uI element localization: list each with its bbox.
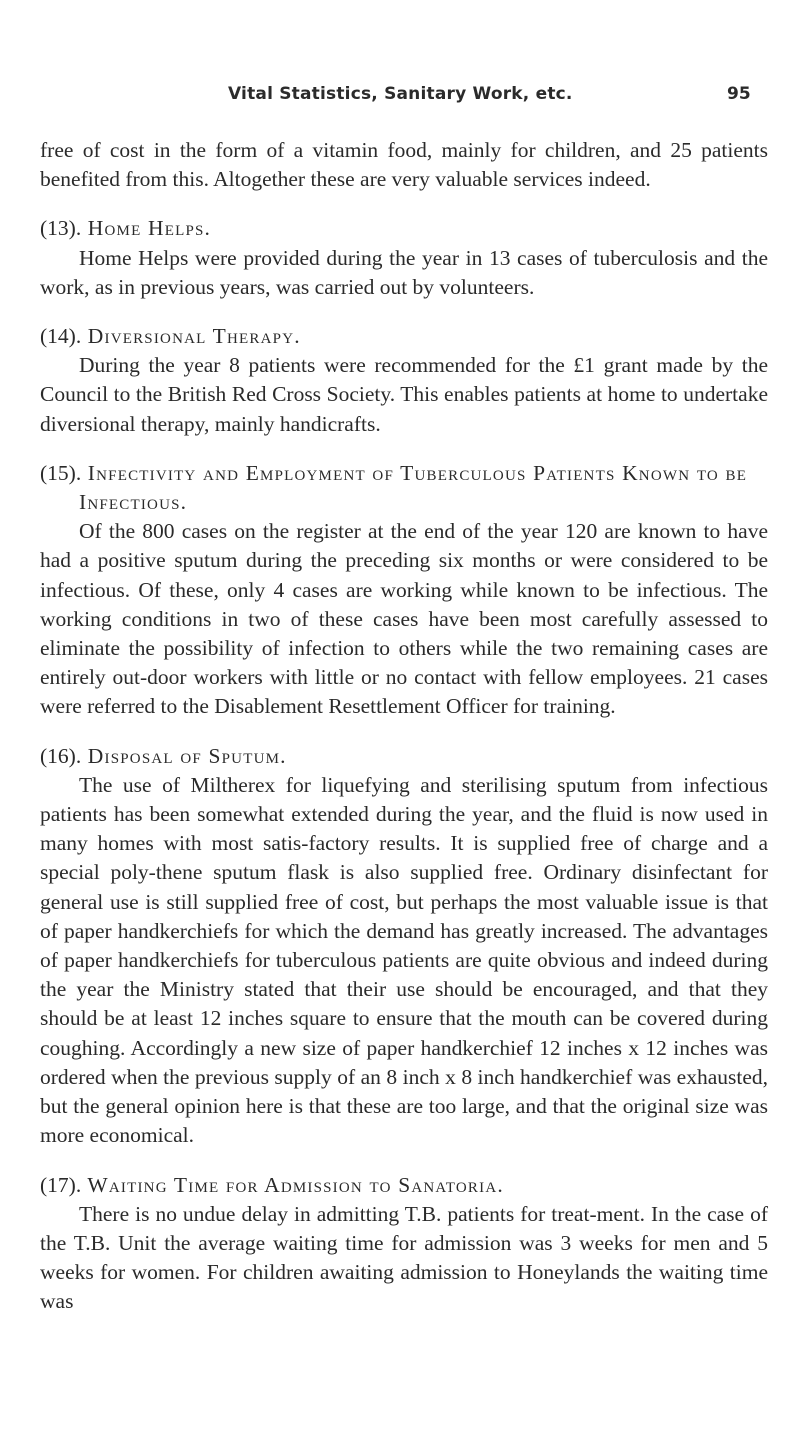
intro-paragraph: free of cost in the form of a vitamin food, mainly for children, and 25 patients benefited from this. Altogether these are very valuable services indeed. [40,138,768,192]
section-title: Home Helps. [87,216,212,241]
section-number: (17). [40,1172,82,1197]
section-heading [40,459,768,517]
section-16 [40,742,768,1151]
section-heading [40,322,768,351]
section-body: The use of Miltherex for liquefying and sterilising sputum from infectious patients has been somewhat extended during the year, and the fluid is now used in many homes with most satis-factory results. It is supplied free of charge and a special poly-thene sputum flask is also supplied free. Ordinary disinfectant for general use is still supplied free of cost, but perhaps the most valuable issue is that of paper handkerchiefs for which the demand has greatly increased. The advantages of paper handkerchiefs for tuberculous patients are quite obvious and indeed during the year the Ministry stated that their use should be encouraged, and that they should be at least 12 inches square to ensure that the mouth can be covered during coughing. Accordingly a new size of paper handkerchief 12 inches x 12 inches was ordered when the previous supply of an 8 inch x 8 inch handkerchief was exhausted, but the general opinion here is that these are too large, and that the original size was more economical. [40,772,768,1148]
section-number: (15). [40,460,82,485]
section-14 [40,322,768,439]
section-number: (16). [40,743,82,768]
section-15 [40,459,768,722]
section-title: Waiting Time for Admission to Sanatoria. [87,1172,504,1197]
page-number: 95 [727,84,751,104]
section-17 [40,1171,768,1317]
section-heading [40,742,768,771]
page-body [40,136,768,1317]
section-body: Home Helps were provided during the year in 13 cases of tuberculosis and the work, as in previous years, was carried out by volunteers. [40,245,768,299]
section-13 [40,214,768,302]
section-title: Infectivity and Employment of Tuberculous Patients Known to be Infectious. [79,460,748,515]
section-heading [40,214,768,243]
section-number: (14). [40,324,82,349]
section-number: (13). [40,216,82,241]
running-header [0,84,800,108]
section-body: There is no undue delay in admitting T.B. patients for treat-ment. In the case of the T.B. Unit the average waiting time for admission was 3 weeks for men and 5 weeks for women. For children awaiting admission to Honeylands the waiting time was [40,1201,768,1314]
section-heading [40,1171,768,1200]
running-header-title: Vital Statistics, Sanitary Work, etc. [228,84,573,104]
section-title: Diversional Therapy. [87,324,301,349]
section-body: During the year 8 patients were recommended for the £1 grant made by the Council to the British Red Cross Society. This enables patients at home to undertake diversional therapy, mainly handicrafts. [40,353,768,436]
section-title: Disposal of Sputum. [87,743,287,768]
section-body: Of the 800 cases on the register at the end of the year 120 are known to have had a positive sputum during the preceding six months or were considered to be infectious. Of these, only 4 cases are working while known to be infectious. The working conditions in two of these cases have been most carefully assessed to eliminate the possibility of infection to others while the two remaining cases are entirely out-door workers with little or no contact with fellow employees. 21 cases were referred to the Disablement Resettlement Officer for training. [40,519,768,719]
